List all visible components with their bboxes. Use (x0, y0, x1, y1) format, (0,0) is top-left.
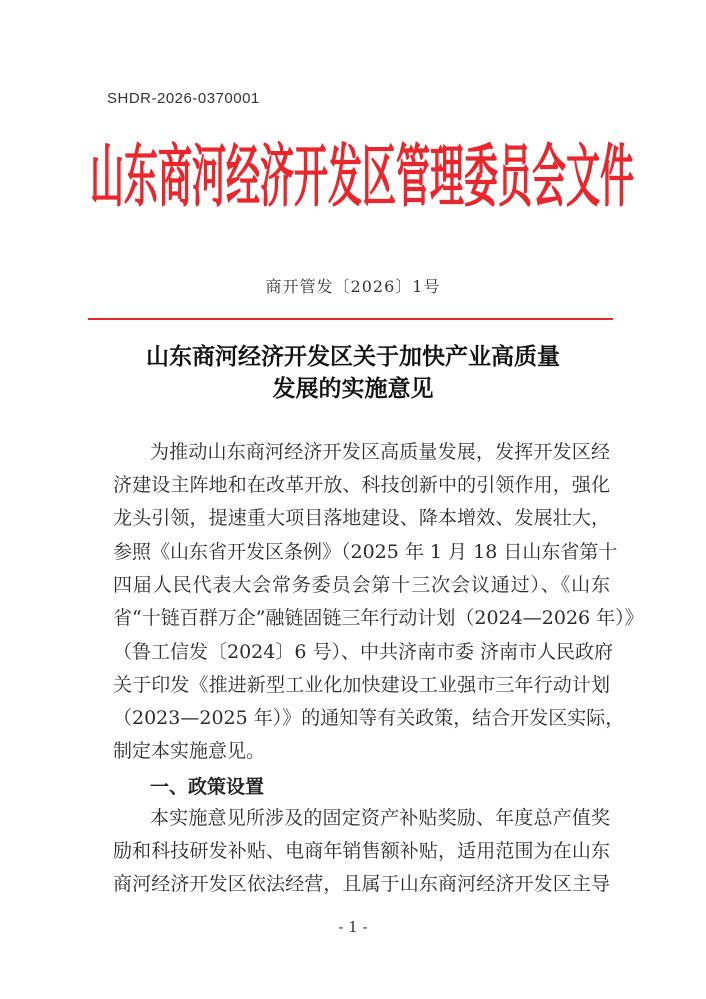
body-line: 制定本实施意见。 (113, 740, 266, 762)
document-number: 商开管发〔2026〕1号 (265, 277, 441, 296)
body-line: （2023—2025 年）》的通知等有关政策，结合开发区实际， (113, 707, 625, 729)
section-line: 励和科技研发补贴、电商年销售额补贴，适用范围为在山东 (113, 840, 610, 862)
section-line: 本实施意见所涉及的固定资产补贴奖励、年度总产值奖 (150, 807, 610, 829)
body-line: 济建设主阵地和在改革开放、科技创新中的引领作用，强化 (113, 474, 610, 496)
body-line: 参照《山东省开发区条例》（2025 年 1 月 18 日山东省第十 (113, 541, 618, 563)
body-line: （鲁工信发〔2024〕6 号）、中共济南市委 济南市人民政府 (113, 641, 614, 663)
body-line: 省“十链百群万企”融链固链三年行动计划（2024—2026 年）》 (113, 607, 644, 629)
document-title-line-1: 山东商河经济开发区关于加快产业高质量 (146, 343, 560, 370)
section-heading: 一、政策设置 (150, 776, 265, 798)
section-line: 商河经济开发区依法经营，且属于山东商河经济开发区主导 (113, 873, 610, 895)
document-code: SHDR-2026-0370001 (107, 90, 260, 107)
document-title-line-2: 发展的实施意见 (272, 375, 434, 402)
body-line: 关于印发《推进新型工业化加快建设工业强市三年行动计划 (113, 674, 610, 696)
page-number: - 1 - (338, 918, 368, 936)
red-divider (88, 318, 613, 320)
body-line: 为推动山东商河经济开发区高质量发展，发挥开发区经 (150, 441, 610, 463)
body-line: 龙头引领，提速重大项目落地建设、降本增效、发展壮大， (113, 507, 610, 529)
body-line: 四届人民代表大会常务委员会第十三次会议通过）、《山东 (113, 574, 610, 596)
issuer-red-header: 山东商河经济开发区管理委员会文件 (90, 138, 634, 218)
